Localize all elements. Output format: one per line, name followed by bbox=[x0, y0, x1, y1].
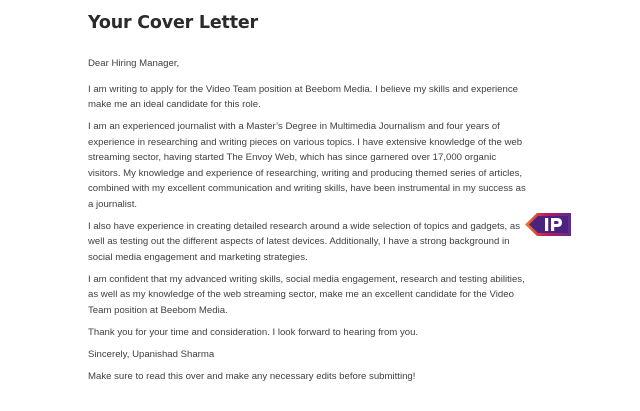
letter-paragraph: I am writing to apply for the Video Team position at Beebom Media. I believe my skills and experience make me an ideal candidate for this role. bbox=[88, 83, 518, 110]
letter-paragraph: I also have experience in creating detailed research around a wide selection of topics and gadgets, as well as testing out the different aspects of latest devices. Additionally, I have a strong background in social media engagement and marketing strategies. bbox=[88, 220, 520, 263]
letter-paragraph: Thank you for your time and consideration. I look forward to hearing from you. bbox=[88, 326, 419, 338]
letter-paragraph: I am an experienced journalist with a Master’s Degree in Multimedia Journalism and four years of experience in researching and writing pieces on various topics. I have extensive knowledge of the web streaming sector, having started The Envoy Web, which has since garnered over 17,000 organic visitors. My knowledge and experience of researching, writing and producing themed series of articles, combined with my excellent communication and writing skills, have been instrumental in my success as a journalist. bbox=[88, 121, 526, 210]
page-title: Your Cover Letter bbox=[88, 13, 258, 33]
letter-greeting: Dear Hiring Manager, bbox=[88, 58, 180, 69]
ip-logo-icon bbox=[525, 213, 571, 236]
edit-reminder-note: Make sure to read this over and make any necessary edits before submitting! bbox=[88, 370, 416, 382]
letter-closing: Sincerely, Upanishad Sharma bbox=[88, 348, 215, 360]
cover-letter-page bbox=[88, 12, 528, 391]
letter-paragraph: I am confident that my advanced writing skills, social media engagement, research and testing abilities, as well as my knowledge of the web streaming sector, make me an excellent candidate for the Video Team position at Beebom Media. bbox=[88, 273, 525, 316]
cover-letter-body bbox=[88, 56, 528, 384]
